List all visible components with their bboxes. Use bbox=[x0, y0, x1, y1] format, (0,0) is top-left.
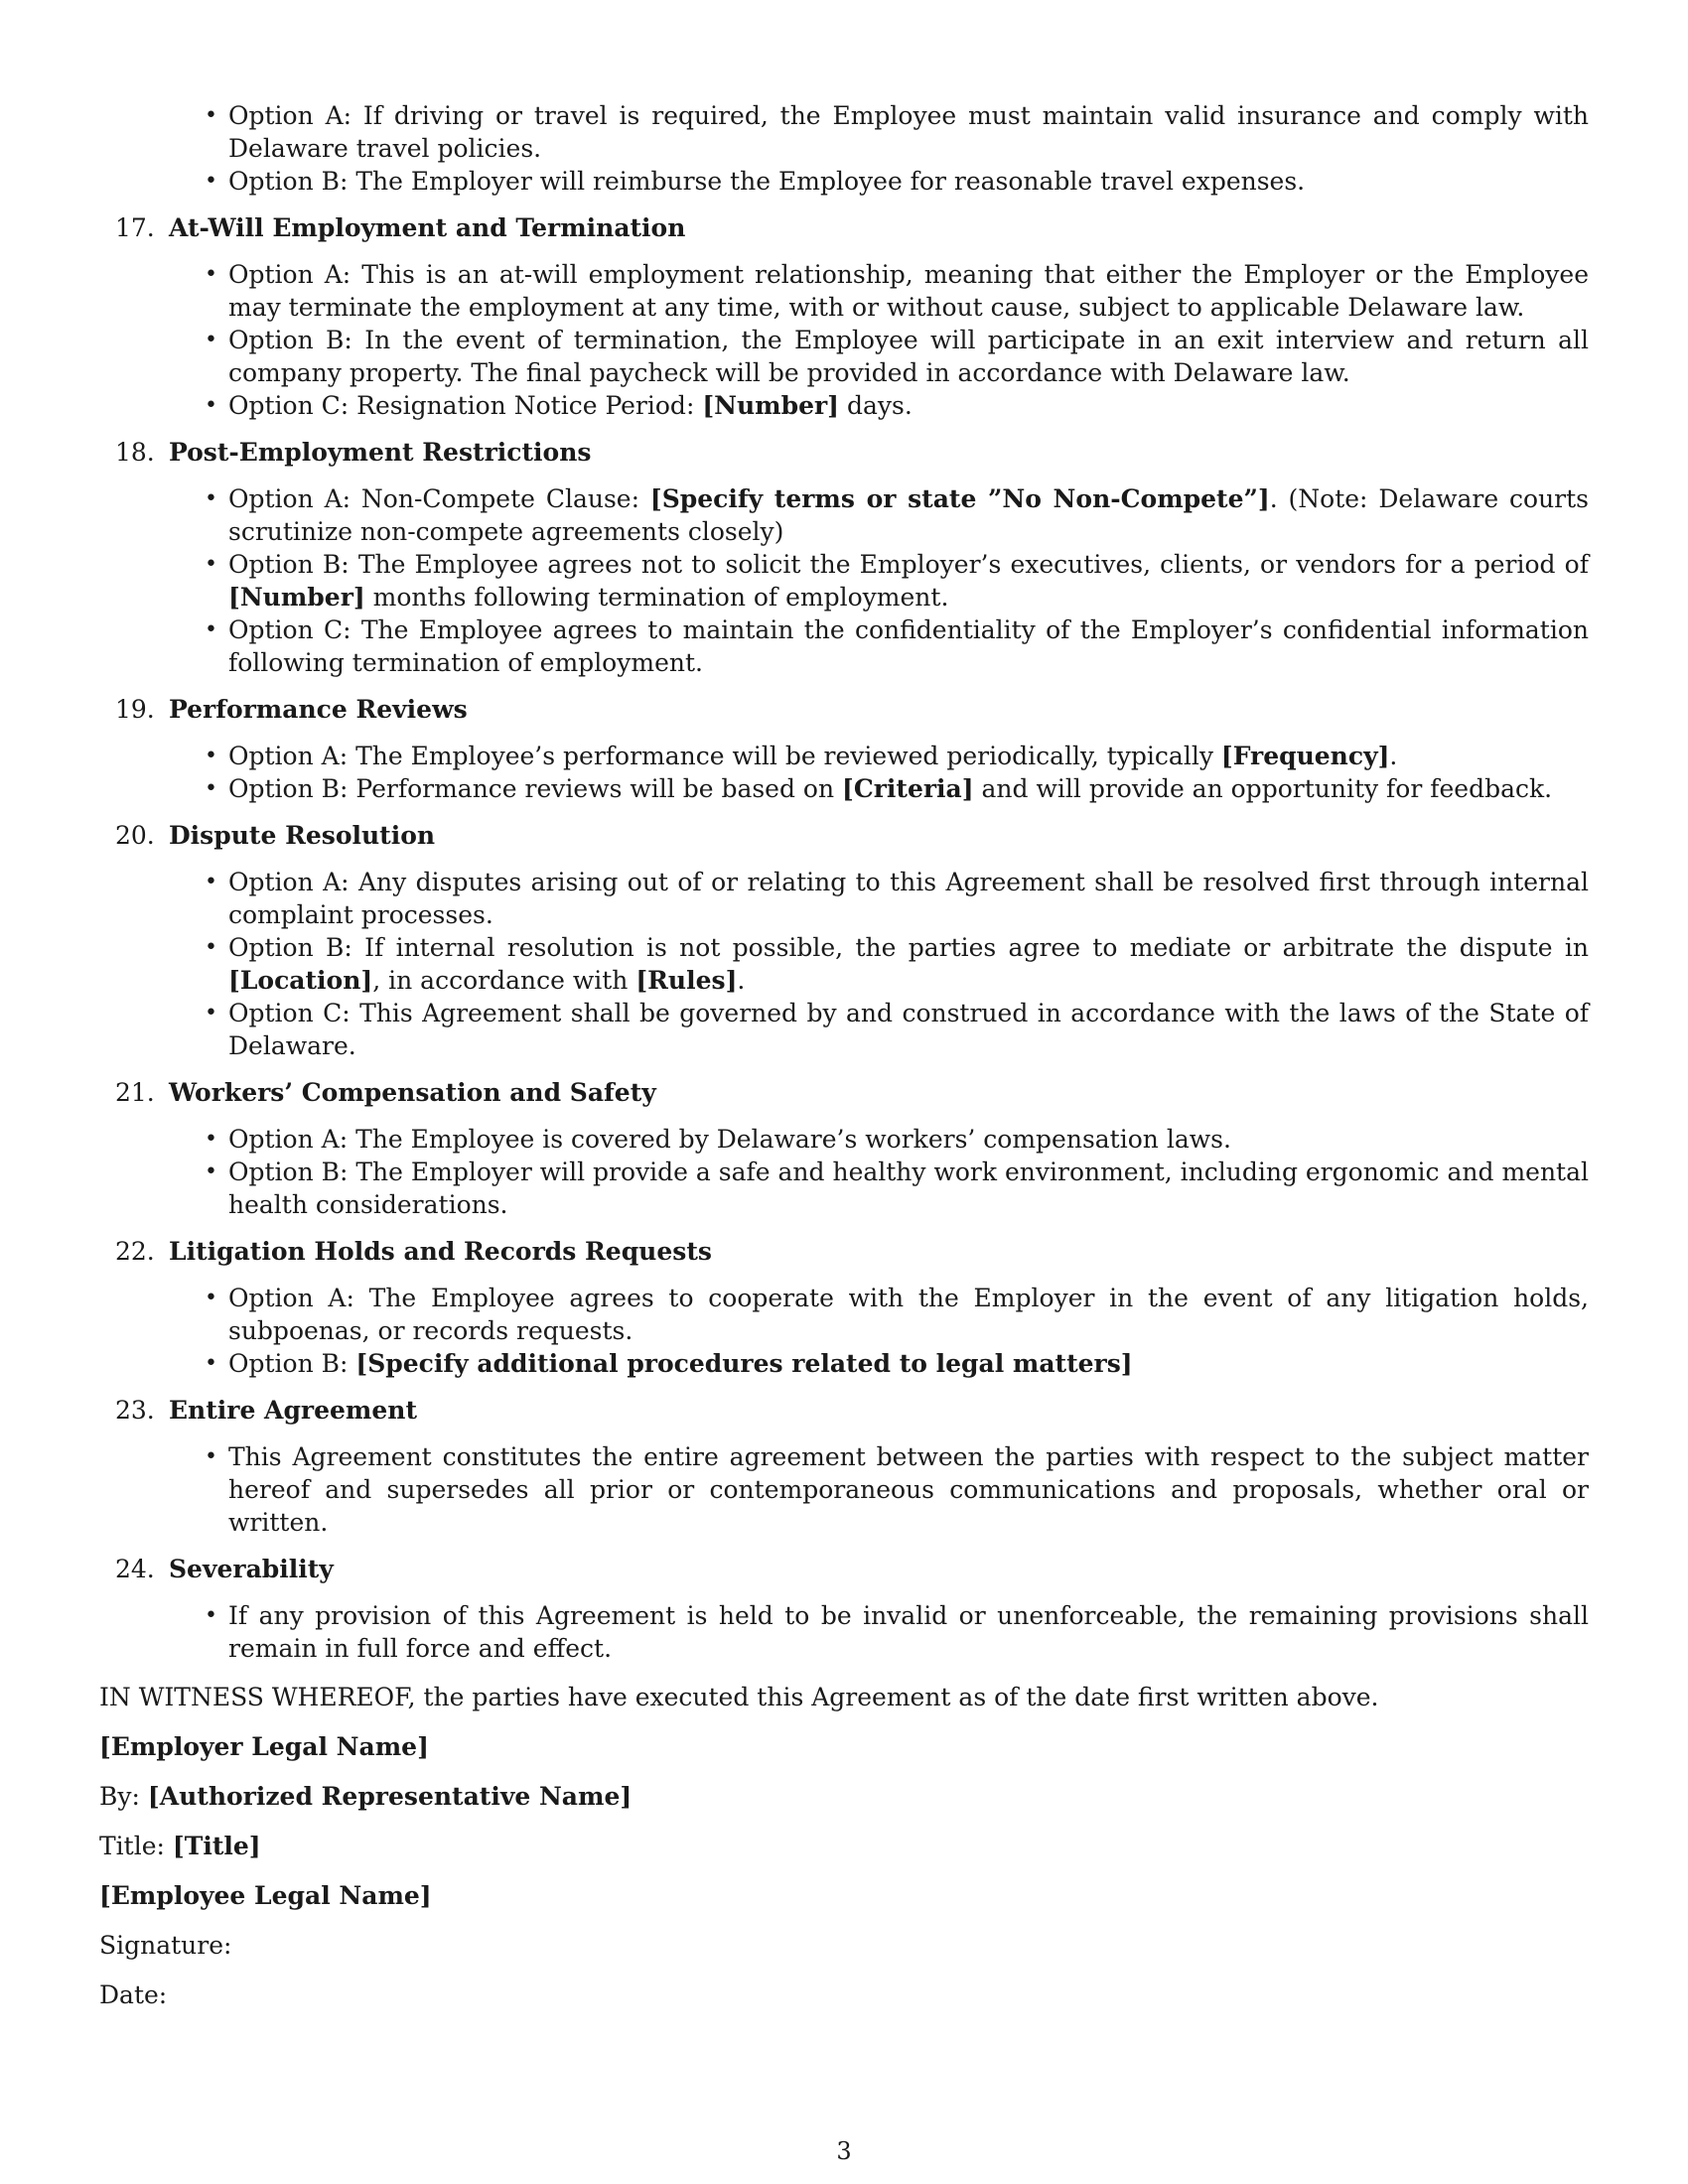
placeholder-field: [Employee Legal Name] bbox=[99, 1881, 432, 1910]
section-title: Performance Reviews bbox=[169, 695, 468, 724]
section-heading bbox=[99, 1394, 1589, 1427]
text-segment: days. bbox=[839, 391, 913, 420]
section-title: Dispute Resolution bbox=[169, 821, 436, 850]
section-number: 19. bbox=[115, 695, 155, 724]
option-item bbox=[99, 1347, 1589, 1380]
section-title: At-Will Employment and Termination bbox=[169, 213, 686, 242]
section-title: Litigation Holds and Records Requests bbox=[169, 1237, 712, 1266]
section-heading bbox=[99, 1076, 1589, 1109]
section bbox=[99, 1553, 1589, 1665]
continued-options-list bbox=[99, 99, 1589, 198]
signature-block bbox=[99, 1681, 1589, 2011]
text-segment: Date: bbox=[99, 1980, 168, 2009]
document-page bbox=[99, 99, 1589, 2028]
section-number: 23. bbox=[115, 1396, 155, 1425]
section-number: 24. bbox=[115, 1555, 155, 1583]
text-segment: Option B: The Employer will reimburse the Employee for reasonable travel expenses. bbox=[228, 167, 1306, 196]
section-heading bbox=[99, 1235, 1589, 1268]
text-segment: . bbox=[737, 966, 746, 995]
text-segment: Title: bbox=[99, 1832, 173, 1860]
text-segment: Option C: The Employee agrees to maintain the confidentiality of the Employer’s confidential information following termination of employment. bbox=[228, 615, 1589, 677]
option-item bbox=[99, 866, 1589, 931]
placeholder-field: [Criteria] bbox=[842, 774, 974, 803]
section-heading bbox=[99, 211, 1589, 244]
text-segment: Option C: This Agreement shall be governed by and construed in accordance with the laws of the State of Delaware. bbox=[228, 999, 1589, 1060]
closing-line bbox=[99, 1780, 1589, 1813]
placeholder-field: [Number] bbox=[702, 391, 840, 420]
placeholder-field: [Authorized Representative Name] bbox=[147, 1782, 633, 1811]
page-number: 3 bbox=[836, 2137, 852, 2165]
section-number: 18. bbox=[115, 438, 155, 467]
text-segment: Option B: The Employer will provide a safe and healthy work environment, including ergonomic and mental health considerations. bbox=[228, 1158, 1589, 1219]
text-segment: Option C: Resignation Notice Period: bbox=[228, 391, 703, 420]
text-segment: and will provide an opportunity for feedback. bbox=[973, 774, 1553, 803]
section-title: Workers’ Compensation and Safety bbox=[169, 1078, 656, 1107]
text-segment: Option B: The Employee agrees not to solicit the Employer’s executives, clients, or vendors for a period of bbox=[228, 550, 1589, 579]
section bbox=[99, 211, 1589, 422]
section bbox=[99, 693, 1589, 805]
section-heading bbox=[99, 1553, 1589, 1585]
text-segment: This Agreement constitutes the entire agreement between the parties with respect to the subject matter hereof and supersedes all prior or contemporaneous communications and proposals, whether oral or written. bbox=[228, 1442, 1589, 1537]
section-options-list bbox=[99, 258, 1589, 422]
text-segment: Option A: This is an at-will employment relationship, meaning that either the Employer or the Employee may terminate the employment at any time, with or without cause, subject to applicable Delaware law. bbox=[228, 260, 1589, 322]
section bbox=[99, 436, 1589, 679]
text-segment: . (Note: Delaware courts scrutinize non-compete agreements closely) bbox=[228, 484, 1590, 546]
section-number: 17. bbox=[115, 213, 155, 242]
text-segment: Option B: In the event of termination, the Employee will participate in an exit interview and return all company property. The final paycheck will be provided in accordance with Delaware law. bbox=[228, 326, 1589, 387]
placeholder-field: [Employer Legal Name] bbox=[99, 1732, 429, 1761]
placeholder-field: [Title] bbox=[172, 1832, 261, 1860]
closing-line bbox=[99, 1979, 1589, 2011]
text-segment: Option A: The Employee agrees to cooperate with the Employer in the event of any litigation holds, subpoenas, or records requests. bbox=[228, 1284, 1589, 1345]
text-segment: IN WITNESS WHEREOF, the parties have executed this Agreement as of the date first written above. bbox=[99, 1683, 1379, 1711]
section-heading bbox=[99, 819, 1589, 852]
text-segment: months following termination of employment. bbox=[364, 583, 949, 612]
text-segment: Option B: If internal resolution is not possible, the parties agree to mediate or arbitrate the dispute in bbox=[228, 933, 1589, 962]
closing-line bbox=[99, 1830, 1589, 1862]
placeholder-field: [Specify terms or state ”No Non-Compete”] bbox=[649, 484, 1270, 513]
option-item bbox=[99, 1282, 1589, 1347]
option-item bbox=[99, 389, 1589, 422]
closing-line bbox=[99, 1929, 1589, 1962]
text-segment: Signature: bbox=[99, 1931, 232, 1960]
text-segment: Option A: The Employee is covered by Delaware’s workers’ compensation laws. bbox=[228, 1125, 1231, 1154]
section-options-list bbox=[99, 482, 1589, 679]
text-segment: Option A: The Employee’s performance will be reviewed periodically, typically bbox=[228, 742, 1221, 770]
section-title: Post-Employment Restrictions bbox=[169, 438, 592, 467]
text-segment: . bbox=[1389, 742, 1398, 770]
closing-line bbox=[99, 1681, 1589, 1713]
section-options-list bbox=[99, 1123, 1589, 1221]
text-segment: By: bbox=[99, 1782, 148, 1811]
option-item bbox=[99, 1123, 1589, 1156]
section bbox=[99, 819, 1589, 1062]
section-options-list bbox=[99, 866, 1589, 1062]
text-segment: , in accordance with bbox=[372, 966, 636, 995]
placeholder-field: [Location] bbox=[228, 966, 373, 995]
section-options-list bbox=[99, 1282, 1589, 1380]
option-item bbox=[99, 772, 1589, 805]
section-number: 20. bbox=[115, 821, 155, 850]
text-segment: Option B: bbox=[228, 1349, 356, 1378]
placeholder-field: [Specify additional procedures related to legal matters] bbox=[355, 1349, 1133, 1378]
option-item bbox=[99, 614, 1589, 679]
text-segment: If any provision of this Agreement is held to be invalid or unenforceable, the remaining provisions shall remain in full force and effect. bbox=[228, 1601, 1589, 1663]
closing-line bbox=[99, 1730, 1589, 1763]
text-segment: Option A: Any disputes arising out of or relating to this Agreement shall be resolved first through internal complaint processes. bbox=[228, 868, 1589, 929]
option-item bbox=[99, 482, 1589, 548]
section bbox=[99, 1235, 1589, 1380]
text-segment: Option B: Performance reviews will be based on bbox=[228, 774, 843, 803]
option-item bbox=[99, 997, 1589, 1062]
section-number: 22. bbox=[115, 1237, 155, 1266]
section-title: Entire Agreement bbox=[169, 1396, 417, 1425]
placeholder-field: [Number] bbox=[228, 583, 365, 612]
section bbox=[99, 1394, 1589, 1539]
option-item bbox=[99, 1440, 1589, 1539]
option-item bbox=[99, 1156, 1589, 1221]
text-segment: Option A: Non-Compete Clause: bbox=[228, 484, 650, 513]
section-title: Severability bbox=[169, 1555, 334, 1583]
sections-container bbox=[99, 211, 1589, 1665]
placeholder-field: [Frequency] bbox=[1220, 742, 1390, 770]
option-item bbox=[99, 99, 1589, 165]
section-options-list bbox=[99, 740, 1589, 805]
section-heading bbox=[99, 436, 1589, 469]
placeholder-field: [Rules] bbox=[635, 966, 738, 995]
section-number: 21. bbox=[115, 1078, 155, 1107]
option-item bbox=[99, 548, 1589, 614]
section-options-list bbox=[99, 1599, 1589, 1665]
text-segment: Option A: If driving or travel is required, the Employee must maintain valid insurance and comply with Delaware travel policies. bbox=[228, 101, 1589, 163]
option-item bbox=[99, 740, 1589, 772]
section-options-list bbox=[99, 1440, 1589, 1539]
option-item bbox=[99, 931, 1589, 997]
option-item bbox=[99, 258, 1589, 324]
closing-line bbox=[99, 1879, 1589, 1912]
section bbox=[99, 1076, 1589, 1221]
section-heading bbox=[99, 693, 1589, 726]
option-item bbox=[99, 1599, 1589, 1665]
option-item bbox=[99, 324, 1589, 389]
option-item bbox=[99, 165, 1589, 198]
